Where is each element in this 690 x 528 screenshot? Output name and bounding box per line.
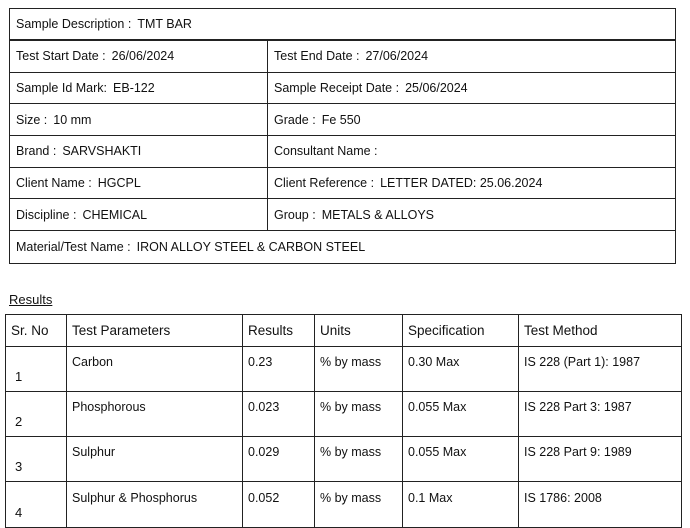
info-row-description [10,9,675,41]
test-method-cell: IS 228 (Part 1): 1987 [519,347,682,392]
sample-id-label: Sample Id Mark: [16,81,108,96]
specification-cell: 0.055 Max [403,437,519,482]
results-table [5,314,682,528]
sr-no-cell: 2 [6,392,67,437]
sr-no-cell: 4 [6,482,67,528]
receipt-date-label: Sample Receipt Date : [274,81,400,96]
sr-no-cell: 3 [6,437,67,482]
size-value: 10 mm [53,112,92,127]
client-name-cell [10,168,268,199]
table-row [6,482,682,528]
sample-id-cell [10,73,268,104]
test-method-cell: IS 228 Part 9: 1989 [519,437,682,482]
test-start-label: Test Start Date : [16,49,106,64]
header-specification: Specification [403,315,519,347]
sr-no-cell: 1 [6,347,67,392]
discipline-value: CHEMICAL [82,207,148,222]
brand-cell [10,136,268,167]
info-row-id [10,73,675,105]
header-results: Results [243,315,315,347]
test-end-cell [268,41,675,72]
result-cell: 0.23 [243,347,315,392]
consultant-cell [268,136,675,167]
sample-id-value: EB-122 [113,81,155,96]
discipline-cell [10,199,268,230]
test-method-cell: IS 228 Part 3: 1987 [519,392,682,437]
client-reference-label: Client Reference : [274,176,375,191]
result-cell: 0.023 [243,392,315,437]
results-heading: Results [9,292,53,307]
sample-description-value: TMT BAR [137,17,192,31]
brand-label: Brand : [16,144,57,159]
header-units: Units [315,315,403,347]
group-cell [268,199,675,230]
client-reference-value: LETTER DATED: 25.06.2024 [380,176,543,191]
parameter-cell: Sulphur [67,437,243,482]
size-cell [10,104,268,135]
table-row [6,392,682,437]
info-row-material [10,231,675,263]
unit-cell: % by mass [315,392,403,437]
size-label: Size : [16,112,48,127]
specification-cell: 0.30 Max [403,347,519,392]
info-row-client [10,168,675,200]
unit-cell: % by mass [315,347,403,392]
client-reference-cell [268,168,675,199]
group-value: METALS & ALLOYS [321,207,435,222]
info-row-dates [10,41,675,73]
unit-cell: % by mass [315,482,403,528]
test-end-value: 27/06/2024 [365,49,429,64]
sample-info-table [9,8,676,264]
parameter-cell: Phosphorous [67,392,243,437]
sample-description-cell [10,9,675,39]
result-cell: 0.029 [243,437,315,482]
grade-cell [268,104,675,135]
test-start-cell [10,41,268,72]
header-test-parameters: Test Parameters [67,315,243,347]
results-header-row [6,315,682,347]
info-row-size [10,104,675,136]
specification-cell: 0.055 Max [403,392,519,437]
info-row-brand [10,136,675,168]
result-cell: 0.052 [243,482,315,528]
group-label: Group : [274,207,316,222]
specification-cell: 0.1 Max [403,482,519,528]
material-cell [10,231,675,263]
table-row [6,347,682,392]
discipline-label: Discipline : [16,207,77,222]
test-start-value: 26/06/2024 [111,49,175,64]
unit-cell: % by mass [315,437,403,482]
header-test-method: Test Method [519,315,682,347]
test-method-cell: IS 1786: 2008 [519,482,682,528]
info-row-discipline [10,199,675,231]
client-name-label: Client Name : [16,176,92,191]
grade-label: Grade : [274,112,316,127]
consultant-label: Consultant Name : [274,144,378,159]
parameter-cell: Sulphur & Phosphorus [67,482,243,528]
sample-description-label: Sample Description : [16,17,132,31]
material-label: Material/Test Name : [16,239,131,254]
receipt-date-value: 25/06/2024 [405,81,468,96]
header-sr-no: Sr. No [6,315,67,347]
material-value: IRON ALLOY STEEL & CARBON STEEL [136,239,366,254]
client-name-value: HGCPL [97,176,141,191]
test-end-label: Test End Date : [274,49,360,64]
receipt-date-cell [268,73,675,104]
grade-value: Fe 550 [321,112,361,127]
brand-value: SARVSHAKTI [62,144,142,159]
parameter-cell: Carbon [67,347,243,392]
table-row [6,437,682,482]
